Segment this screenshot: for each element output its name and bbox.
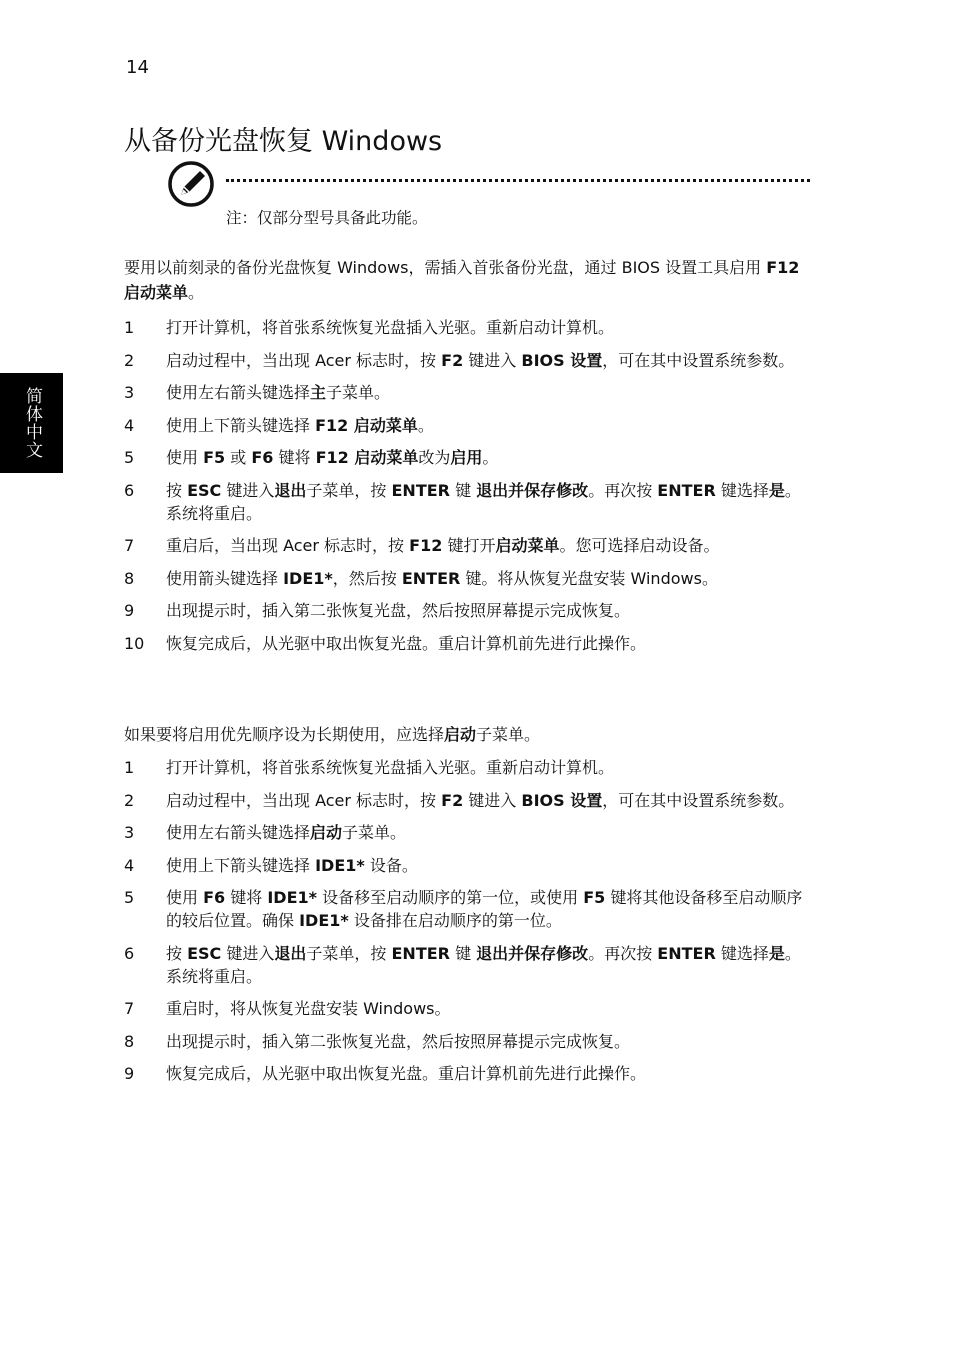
step-number: 3 [124,823,135,842]
text-run: 子菜单。 [326,383,391,402]
step-number: 1 [124,318,135,337]
text-run: 键进入 [221,480,275,500]
bold-text: IDE1* [267,888,318,907]
list-item [124,414,814,437]
text-run: 。 [188,283,205,302]
bold-text: 启动菜单 [495,536,560,555]
step-number: 7 [124,999,135,1018]
bold-text: BIOS 设置 [521,350,603,370]
page-title: 从备份光盘恢复 Windows [124,126,443,157]
bold-text: BIOS 设置 [521,790,603,810]
text-run: 键将 [225,888,268,907]
text-run: 键打开 [442,536,496,555]
text-run: 要用以前刻录的备份光盘恢复 Windows，需插入首张备份光盘，通过 BIOS 设置工具启用 [124,258,767,277]
list-item [124,446,814,469]
list-item [124,821,814,844]
text-run: 使用左右箭头键选择 [166,823,311,842]
step-number: 4 [124,415,135,435]
list-item [124,789,814,812]
bold-text: ESC [187,943,222,963]
text-run: 。再次按 [588,480,658,500]
list-item [124,316,814,339]
list-item [124,1062,814,1085]
bold-text: IDE1* [299,911,349,930]
bold-text: 启动 [310,823,343,842]
text-run: 使用 [166,448,204,467]
bold-text: 退出并保存修改 [476,480,589,500]
bold-text: ENTER [657,480,716,500]
note-text: 注：仅部分型号具备此功能。 [226,209,428,227]
bold-text: 主 [310,383,327,402]
step-number: 1 [124,758,135,777]
step-number: 9 [124,601,135,620]
step-number: 4 [124,855,135,875]
bold-text: 启动 [444,725,477,744]
bold-text: IDE1* [315,855,365,875]
text-run: 打开计算机，将首张系统恢复光盘插入光驱。重新启动计算机。 [166,318,615,337]
text-run: 键进入 [463,790,522,810]
text-run: 键将其他设备移至启动顺序的较后位置。确保 [166,888,803,930]
text-run: 。 [417,415,434,435]
bold-text: F5 [203,448,226,467]
text-run: 键。将从恢复光盘安装 Windows。 [460,568,718,588]
bold-text: F12 启动菜单 [315,415,418,435]
bold-text: ENTER [391,480,450,500]
text-run: ，可在其中设置系统参数。 [602,350,795,370]
list-item [124,479,814,525]
bold-text: F12 [409,536,443,555]
bold-text: 是 [768,943,785,963]
text-run: 使用上下箭头键选择 [166,855,316,875]
text-run: 键 [449,480,477,500]
list-item [124,854,814,877]
list-item [124,567,814,590]
text-run: ，可在其中设置系统参数。 [602,790,795,810]
step-number: 6 [124,943,135,963]
text-run: 打开计算机，将首张系统恢复光盘插入光驱。重新启动计算机。 [166,758,615,777]
text-run: 重启后，当出现 Acer 标志时，按 [166,536,410,555]
text-run: 或 [225,448,252,467]
step-number: 6 [124,480,135,500]
step-number: 9 [124,1064,135,1083]
language-side-tab: 简体中文 [0,373,63,473]
text-run: 设备排在启动顺序的第一位。 [348,911,562,930]
bold-text: ENTER [391,943,450,963]
bold-text: F6 [203,888,226,907]
text-run: 子菜单。 [476,725,541,744]
text-run: 。您可选择启动设备。 [559,536,720,555]
text-run: 使用左右箭头键选择 [166,383,311,402]
text-run: 子菜单，按 [306,943,392,963]
text-run: 出现提示时，插入第二张恢复光盘，然后按照屏幕提示完成恢复。 [166,601,631,620]
bold-text: 退出 [274,480,307,500]
section2-intro [124,722,814,747]
text-run: 子菜单。 [342,823,407,842]
bold-text: F5 [583,888,606,907]
text-run: 启动过程中，当出现 Acer 标志时，按 [166,350,442,370]
list-item [124,599,814,622]
bold-text: 是 [768,480,785,500]
text-run: 。 [482,448,499,467]
text-run: 重启时，将从恢复光盘安装 Windows。 [166,999,451,1018]
text-run: 子菜单，按 [306,480,392,500]
step-number: 5 [124,448,135,467]
bold-text: F12 启动菜单 [124,258,800,302]
list-item [124,756,814,779]
text-run: ，然后按 [332,568,402,588]
text-run: 使用箭头键选择 [166,568,284,588]
page-number: 14 [126,57,149,78]
step-number: 8 [124,568,135,588]
text-run: 恢复完成后，从光驱中取出恢复光盘。重启计算机前先进行此操作。 [166,1064,647,1083]
text-run: 键 [449,943,477,963]
section1-intro [124,255,814,305]
list-item [124,632,814,655]
bold-text: 退出并保存修改 [476,943,589,963]
bold-text: ESC [187,480,222,500]
bold-text: IDE1* [283,568,333,588]
bold-text: 退出 [274,943,307,963]
text-run: 键选择 [715,480,769,500]
text-run: 。再次按 [588,943,658,963]
step-number: 7 [124,536,135,555]
text-run: 使用上下箭头键选择 [166,415,316,435]
step-number: 2 [124,350,135,370]
bold-text: ENTER [401,568,461,588]
section2-steps [124,756,814,1095]
bold-text: F12 启动菜单 [315,448,419,467]
step-number: 2 [124,790,135,810]
list-item [124,997,814,1020]
section1-steps [124,316,814,664]
text-run: 键进入 [463,350,522,370]
text-run: 。系统将重启。 [166,480,801,523]
text-run: 启动过程中，当出现 Acer 标志时，按 [166,790,442,810]
text-run: 恢复完成后，从光驱中取出恢复光盘。重启计算机前先进行此操作。 [166,633,647,653]
text-run: 。系统将重启。 [166,943,801,986]
list-item [124,349,814,372]
pencil-note-icon [167,160,215,208]
text-run: 按 [166,943,188,963]
text-run: 键选择 [715,943,769,963]
note-divider [226,179,810,182]
list-item [124,1030,814,1053]
text-run: 设备。 [364,855,418,875]
step-number: 3 [124,383,135,402]
text-run: 键将 [273,448,316,467]
step-number: 5 [124,888,135,907]
bold-text: ENTER [657,943,716,963]
text-run: 出现提示时，插入第二张恢复光盘，然后按照屏幕提示完成恢复。 [166,1031,631,1051]
bold-text: F2 [441,350,464,370]
text-run: 如果要将启用优先顺序设为长期使用，应选择 [124,725,445,744]
text-run: 设备移至启动顺序的第一位，或使用 [317,888,584,907]
text-run: 键进入 [221,943,275,963]
bold-text: F6 [251,448,274,467]
text-run: 改为 [418,448,451,467]
text-run: 使用 [166,888,204,907]
bold-text: F2 [441,790,464,810]
list-item [124,886,814,932]
step-number: 10 [124,633,145,653]
list-item [124,942,814,988]
list-item [124,381,814,404]
step-number: 8 [124,1031,135,1051]
bold-text: 启用 [450,448,483,467]
text-run: 按 [166,480,188,500]
list-item [124,534,814,557]
